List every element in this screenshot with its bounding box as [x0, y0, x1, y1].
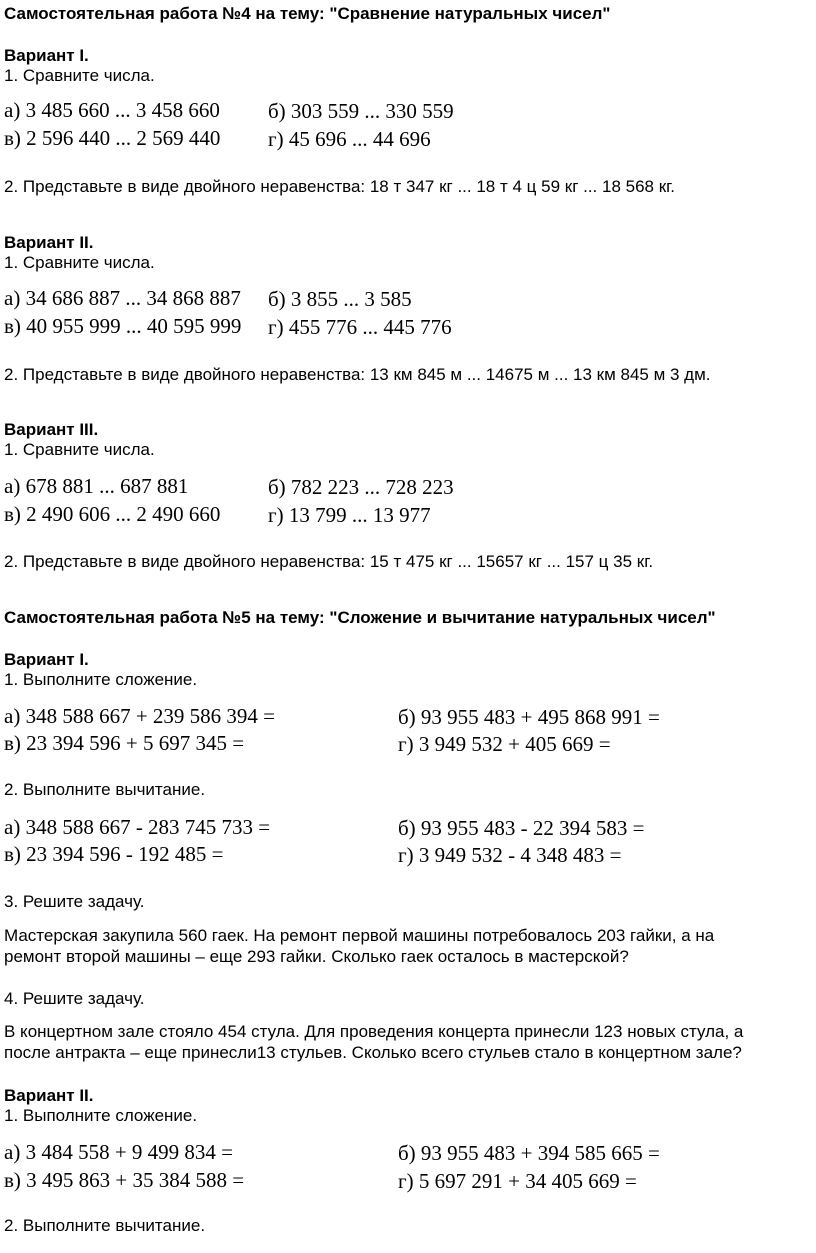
- work4-v2-item-b: б) 3 855 ... 3 585: [268, 287, 412, 311]
- work5-v1-add-b: б) 93 955 483 + 495 868 991 =: [398, 705, 660, 729]
- work5-title: Самостоятельная работа №5 на тему: "Сложение и вычитание натуральных чисел": [4, 608, 716, 627]
- work5-v1-task2: 2. Выполните вычитание.: [4, 780, 206, 799]
- work5-v1-add-g: г) 3 949 532 + 405 669 =: [398, 732, 611, 756]
- work4-v2-item-a: а) 34 686 887 ... 34 868 887: [4, 286, 241, 310]
- work4-v2-task2: 2. Представьте в виде двойного неравенства: 13 км 845 м ... 14675 м ... 13 км 845 м 3 дм.: [4, 365, 711, 384]
- work4-v1-heading: Вариант I.: [4, 46, 89, 65]
- work5-v1-task3: 3. Решите задачу.: [4, 892, 145, 911]
- work5-v1-problem3-line2: ремонт второй машины – еще 293 гайки. Сколько гаек осталось в мастерской?: [4, 947, 629, 966]
- work5-v1-add-v: в) 23 394 596 + 5 697 345 =: [4, 731, 245, 755]
- work4-v3-task2: 2. Представьте в виде двойного неравенства: 15 т 475 кг ... 15657 кг ... 157 ц 35 кг.: [4, 552, 654, 571]
- work4-v2-item-g: г) 455 776 ... 445 776: [268, 315, 452, 339]
- work5-v2-add-v: в) 3 495 863 + 35 384 588 =: [4, 1168, 245, 1192]
- work5-v1-sub-g: г) 3 949 532 - 4 348 483 =: [398, 843, 622, 867]
- work4-v1-task2: 2. Представьте в виде двойного неравенства: 18 т 347 кг ... 18 т 4 ц 59 кг ... 18 568 кг.: [4, 177, 676, 196]
- work4-v3-task1: 1. Сравните числа.: [4, 440, 155, 459]
- work4-v2-item-v: в) 40 955 999 ... 40 595 999: [4, 314, 242, 338]
- work5-v1-add-a: а) 348 588 667 + 239 586 394 =: [4, 704, 276, 728]
- work4-v3-item-b: б) 782 223 ... 728 223: [268, 475, 454, 499]
- work4-v2-heading: Вариант II.: [4, 233, 94, 252]
- work5-v2-add-b: б) 93 955 483 + 394 585 665 =: [398, 1141, 660, 1165]
- work5-v1-problem3-line1: Мастерская закупила 560 гаек. На ремонт первой машины потребовалось 203 гайки, а на: [4, 926, 715, 945]
- work5-v1-sub-a: а) 348 588 667 - 283 745 733 =: [4, 815, 271, 839]
- work4-v3-item-v: в) 2 490 606 ... 2 490 660: [4, 502, 221, 526]
- work5-v1-problem4-line2: после антракта – еще принесли13 стульев. Сколько всего стульев стало в концертном зале?: [4, 1043, 742, 1062]
- work4-v3-item-g: г) 13 799 ... 13 977: [268, 503, 431, 527]
- work5-v2-add-g: г) 5 697 291 + 34 405 669 =: [398, 1169, 637, 1193]
- work4-v3-heading: Вариант III.: [4, 420, 99, 439]
- work5-v1-problem4-line1: В концертном зале стояло 454 стула. Для проведения концерта принесли 123 новых стула, а: [4, 1022, 744, 1041]
- work5-v2-task2: 2. Выполните вычитание.: [4, 1216, 206, 1235]
- work5-v2-task1: 1. Выполните сложение.: [4, 1106, 198, 1125]
- work5-v1-sub-b: б) 93 955 483 - 22 394 583 =: [398, 816, 645, 840]
- work4-title: Самостоятельная работа №4 на тему: "Сравнение натуральных чисел": [4, 4, 611, 23]
- work4-v1-item-b: б) 303 559 ... 330 559: [268, 99, 454, 123]
- work5-v1-task1: 1. Выполните сложение.: [4, 670, 198, 689]
- work4-v3-item-a: а) 678 881 ... 687 881: [4, 474, 189, 498]
- work5-v1-task4: 4. Решите задачу.: [4, 989, 145, 1008]
- work5-v2-heading: Вариант II.: [4, 1086, 94, 1105]
- work4-v1-item-g: г) 45 696 ... 44 696: [268, 127, 431, 151]
- work4-v1-task1: 1. Сравните числа.: [4, 66, 155, 85]
- work4-v1-item-v: в) 2 596 440 ... 2 569 440: [4, 126, 221, 150]
- work5-v2-add-a: а) 3 484 558 + 9 499 834 =: [4, 1140, 234, 1164]
- work4-v1-item-a: а) 3 485 660 ... 3 458 660: [4, 98, 220, 122]
- work4-v2-task1: 1. Сравните числа.: [4, 253, 155, 272]
- work5-v1-sub-v: в) 23 394 596 - 192 485 =: [4, 842, 224, 866]
- work5-v1-heading: Вариант I.: [4, 650, 89, 669]
